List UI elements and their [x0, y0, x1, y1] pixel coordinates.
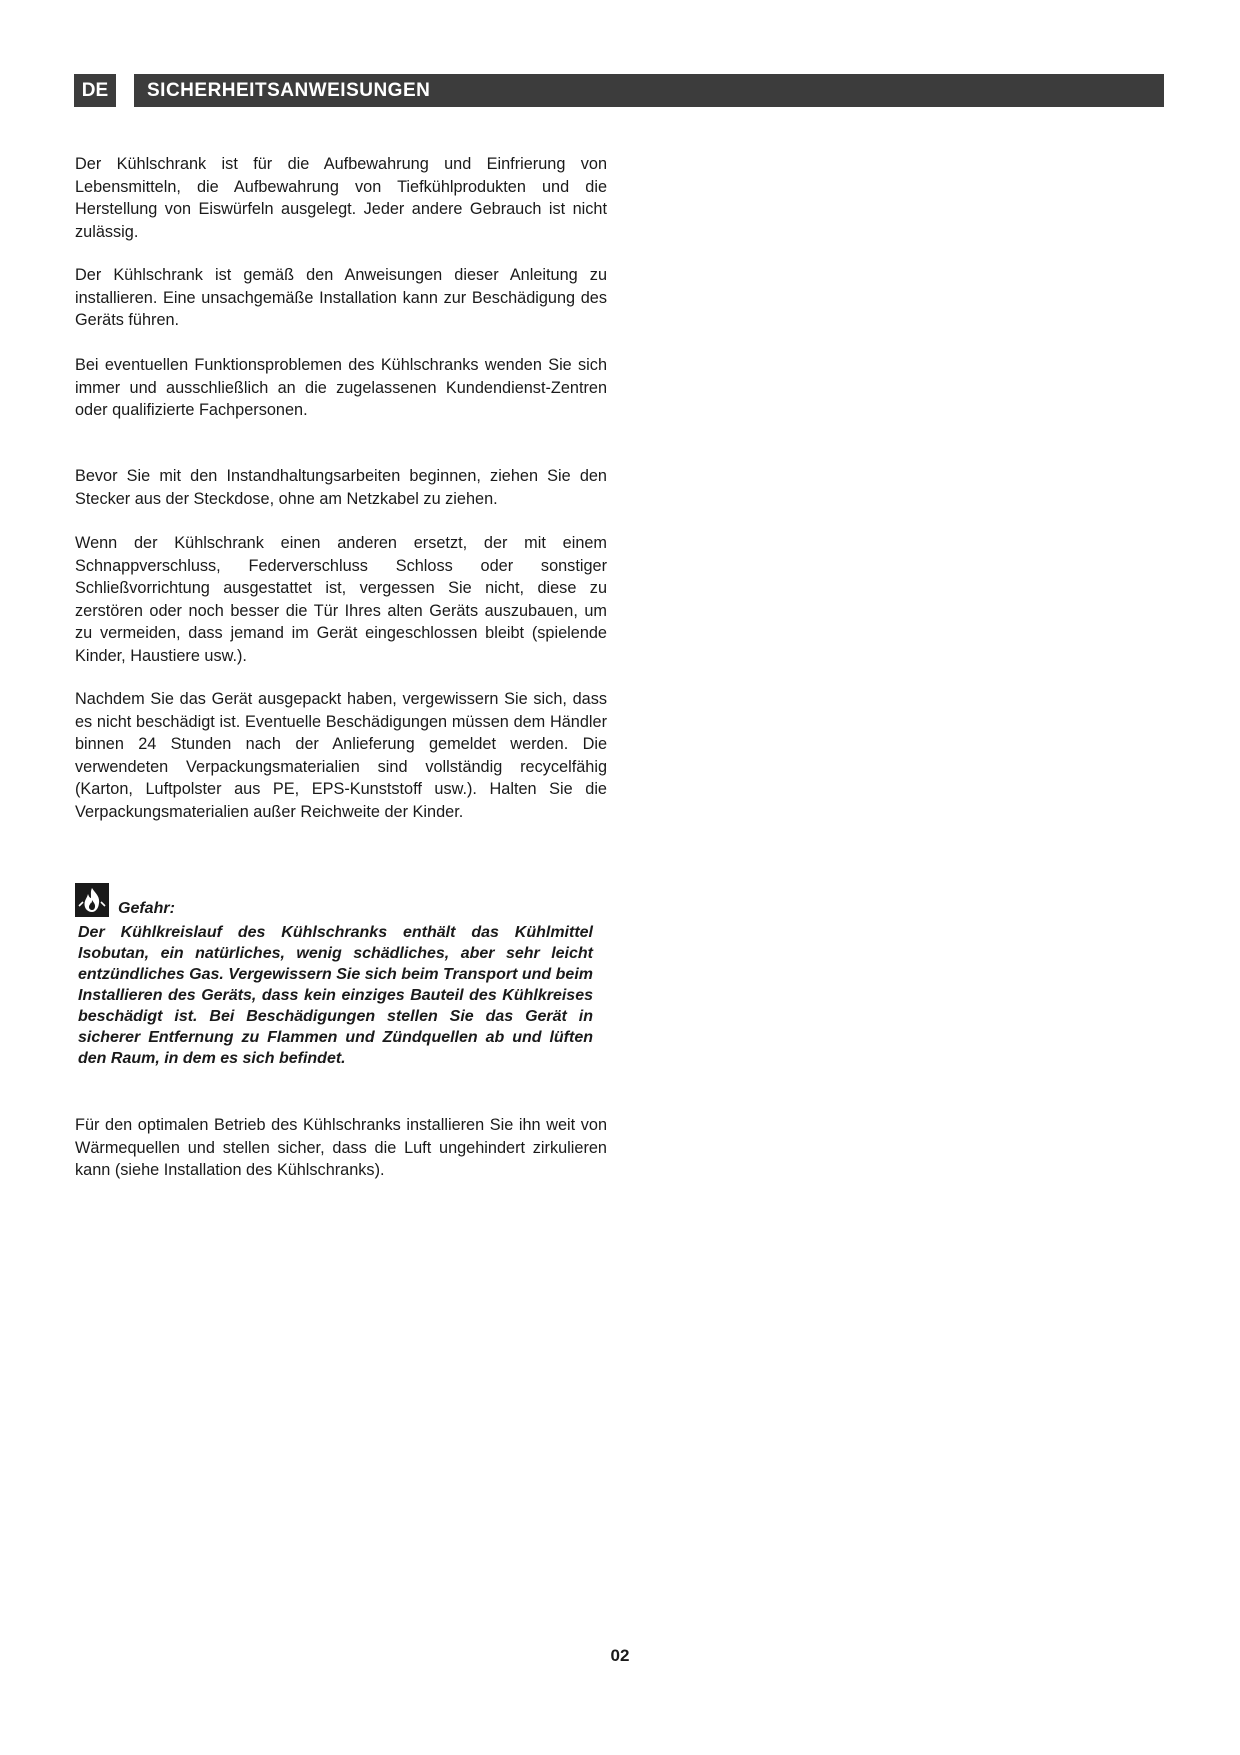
paragraph-ventilation: Für den optimalen Betrieb des Kühlschranks installieren Sie ihn weit von Wärmequellen und stellen sicher, dass die Luft ungehindert zirkulieren kann (siehe Installation des Kühlschranks).: [75, 1116, 607, 1179]
paragraph-installation: Der Kühlschrank ist gemäß den Anweisungen dieser Anleitung zu installieren. Eine unsachgemäße Installation kann zur Beschädigung des Geräts führen.: [75, 266, 607, 329]
paragraph-intended-use: Der Kühlschrank ist für die Aufbewahrung und Einfrierung von Lebensmitteln, die Aufbewahrung von Tiefkühlprodukten und die Herstellung von Eiswürfeln ausgelegt. Jeder andere Gebrauch ist nicht zulässig.: [75, 155, 607, 241]
warning-text: Der Kühlkreislauf des Kühlschranks enthält das Kühlmittel Isobutan, ein natürliches, wenig schädliches, aber sehr leicht entzündliches Gas. Vergewissern Sie sich beim Transport und beim Installieren des Geräts, dass kein einziges Bauteil des Kühlkreises beschädigt ist. Bei Beschädigungen stellen Sie das Gerät in sicherer Entfernung zu Flammen und Zündquellen ab und lüften den Raum, in dem es sich befindet.: [78, 924, 593, 1067]
section-title: SICHERHEITSANWEISUNGEN: [134, 74, 1164, 107]
paragraph-old-appliance: Wenn der Kühlschrank einen anderen ersetzt, der mit einem Schnappverschluss, Federverschluss Schloss oder sonstiger Schließvorrichtung ausgestattet ist, vergessen Sie nicht, diese zu zerstören oder noch besser die Tür Ihres alten Geräts auszubauen, um zu vermeiden, dass jemand im Gerät eingeschlossen bleibt (spielende Kinder, Haustiere usw.).: [75, 534, 607, 665]
page-number: 02: [610, 1646, 630, 1665]
warning-title: Gefahr:: [118, 900, 175, 917]
flame-warning-icon: [75, 883, 109, 917]
paragraph-service: Bei eventuellen Funktionsproblemen des Kühlschranks wenden Sie sich immer und ausschließlich an die zugelassenen Kundendienst-Zentren oder qualifizierte Fachpersonen.: [75, 356, 607, 419]
paragraph-unpacking: Nachdem Sie das Gerät ausgepackt haben, vergewissern Sie sich, dass es nicht beschädigt ist. Eventuelle Beschädigungen müssen dem Händler binnen 24 Stunden nach der Anlieferung gemeldet werden. Die verwendeten Verpackungsmaterialien sind vollständig recycelfähig (Karton, Luftpolster aus PE, EPS-Kunststoff usw.). Halten Sie die Verpackungsmaterialien außer Reichweite der Kinder.: [75, 690, 607, 821]
paragraph-maintenance: Bevor Sie mit den Instandhaltungsarbeiten beginnen, ziehen Sie den Stecker aus der Steckdose, ohne am Netzkabel zu ziehen.: [75, 467, 607, 508]
language-tag: DE: [74, 74, 116, 107]
